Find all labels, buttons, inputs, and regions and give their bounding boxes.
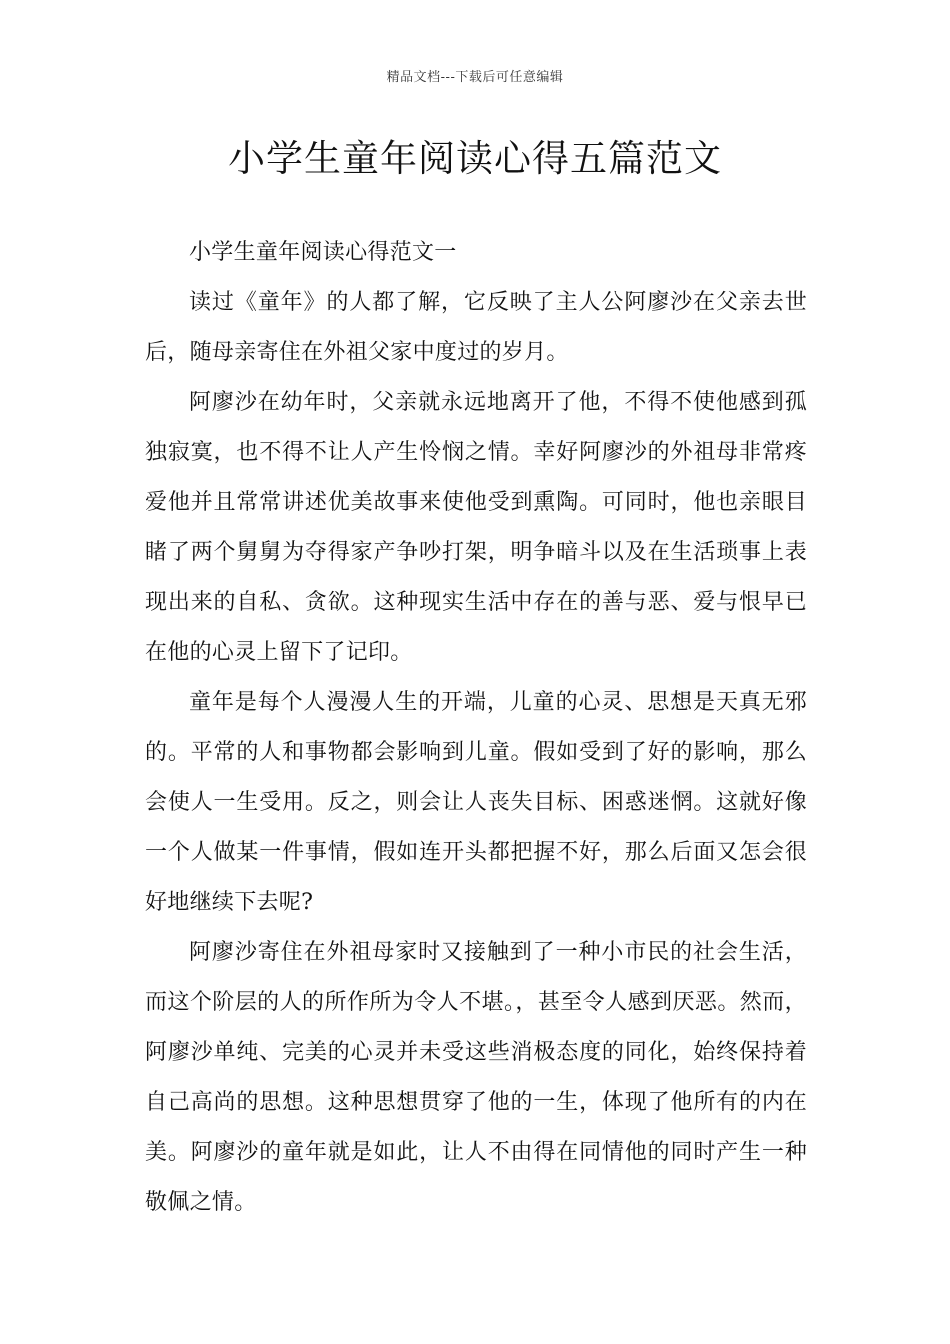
paragraph-3: 童年是每个人漫漫人生的开端，儿童的心灵、思想是天真无邪的。平常的人和事物都会影响到儿童。假如受到了好的影响，那么会使人一生受用。反之，则会让人丧失目标、困惑迷惘。这就好像一个人做某一件事情，假如连开头都把握不好，那么后面又怎会很好地继续下去呢?: [145, 690, 807, 915]
section-heading: 小学生童年阅读心得范文一: [189, 240, 457, 265]
paragraph-4: 阿廖沙寄住在外祖母家时又接触到了一种小市民的社会生活，而这个阶层的人的所作所为令人不堪。，甚至令人感到厌恶。然而，阿廖沙单纯、完美的心灵并未受这些消极态度的同化，始终保持着自己高尚的思想。这种思想贯穿了他的一生，体现了他所有的内在美。阿廖沙的童年就是如此，让人不由得在同情他的同时产生一种敬佩之情。: [145, 940, 807, 1215]
document-title: 小学生童年阅读心得五篇范文: [228, 137, 722, 180]
document-body: [145, 228, 807, 1228]
page-header: 精品文档---下载后可任意编辑: [386, 70, 564, 85]
paragraph-2: 阿廖沙在幼年时，父亲就永远地离开了他，不得不使他感到孤独寂寞，也不得不让人产生怜悯之情。幸好阿廖沙的外祖母非常疼爱他并且常常讲述优美故事来使他受到熏陶。可同时，他也亲眼目睹了两个舅舅为夺得家产争吵打架，明争暗斗以及在生活琐事上表现出来的自私、贪欲。这种现实生活中存在的善与恶、爱与恨早已在他的心灵上留下了记印。: [145, 390, 807, 665]
paragraph-1: 读过《童年》的人都了解，它反映了主人公阿廖沙在父亲去世后，随母亲寄住在外祖父家中度过的岁月。: [145, 290, 807, 365]
